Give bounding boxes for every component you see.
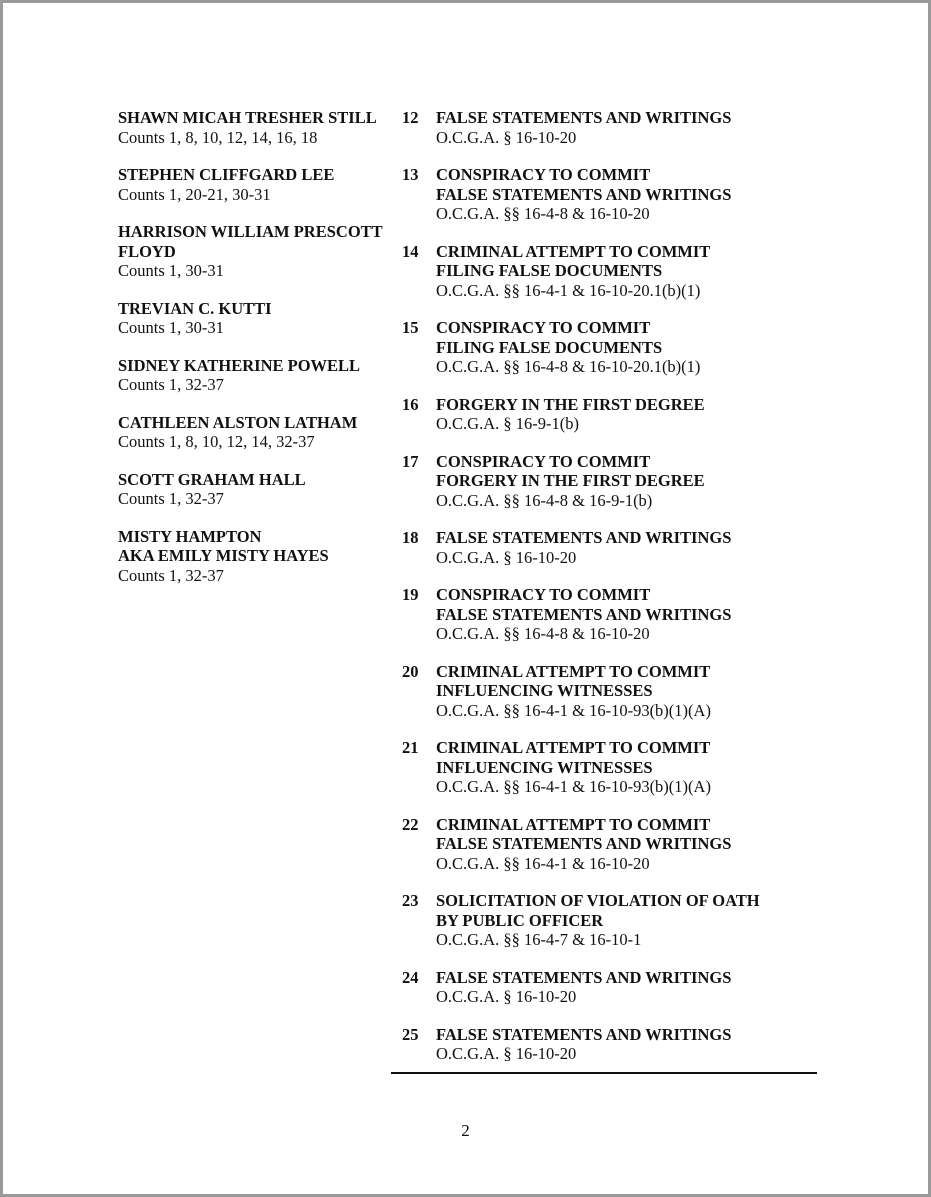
count-number: 22 [402, 814, 419, 834]
count-title: FILING FALSE DOCUMENTS [436, 337, 663, 357]
count-entry [398, 395, 818, 434]
count-title: CONSPIRACY TO COMMIT [436, 451, 651, 471]
count-statute: O.C.G.A. § 16-9-1(b) [436, 414, 579, 433]
defendant-entry [118, 356, 398, 395]
count-entry [398, 815, 818, 874]
count-title: FORGERY IN THE FIRST DEGREE [436, 394, 705, 414]
count-entry [398, 165, 818, 224]
count-number: 24 [402, 967, 419, 987]
defendant-counts: Counts 1, 8, 10, 12, 14, 16, 18 [118, 127, 318, 147]
defendant-name: MISTY HAMPTON [118, 526, 262, 546]
count-title: CONSPIRACY TO COMMIT [436, 585, 651, 604]
charges-list [398, 108, 818, 1082]
count-title: CONSPIRACY TO COMMIT [436, 165, 651, 184]
defendant-entry [118, 527, 398, 586]
defendant-entry [118, 108, 398, 147]
defendant-name: FLOYD [118, 241, 176, 261]
defendant-name: STEPHEN CLIFFGARD LEE [118, 165, 335, 184]
count-title: FALSE STATEMENTS AND WRITINGS [436, 528, 732, 547]
defendant-entry [118, 165, 398, 204]
defendant-entry [118, 222, 398, 281]
count-statute: O.C.G.A. § 16-10-20 [436, 1044, 577, 1063]
defendant-counts: Counts 1, 20-21, 30-31 [118, 184, 271, 204]
defendant-counts: Counts 1, 32-37 [118, 375, 224, 394]
defendant-counts: Counts 1, 32-37 [118, 489, 224, 508]
defendant-name: SIDNEY KATHERINE POWELL [118, 355, 361, 375]
count-title: FALSE STATEMENTS AND WRITINGS [436, 184, 732, 204]
count-statute: O.C.G.A. § 16-10-20 [436, 127, 577, 147]
count-statute: O.C.G.A. §§ 16-4-8 & 16-10-20.1(b)(1) [436, 357, 701, 376]
count-number: 17 [402, 451, 419, 471]
count-title: FALSE STATEMENTS AND WRITINGS [436, 967, 732, 987]
count-title: FALSE STATEMENTS AND WRITINGS [436, 834, 732, 853]
count-statute: O.C.G.A. §§ 16-4-1 & 16-10-93(b)(1)(A) [436, 700, 711, 720]
count-statute: O.C.G.A. §§ 16-4-8 & 16-9-1(b) [436, 490, 653, 510]
count-number: 25 [402, 1024, 419, 1044]
count-number: 19 [402, 585, 419, 604]
count-entry [398, 452, 818, 511]
count-title: FALSE STATEMENTS AND WRITINGS [436, 604, 732, 624]
defendant-name: AKA EMILY MISTY HAYES [118, 546, 329, 565]
count-number: 20 [402, 661, 419, 681]
count-entry [398, 662, 818, 721]
count-number: 16 [402, 394, 419, 414]
count-statute: O.C.G.A. § 16-10-20 [436, 547, 577, 567]
count-entry [398, 738, 818, 797]
defendant-counts: Counts 1, 30-31 [118, 261, 224, 280]
count-title: SOLICITATION OF VIOLATION OF OATH [436, 891, 760, 910]
count-number: 13 [402, 165, 419, 184]
count-title: BY PUBLIC OFFICER [436, 910, 604, 930]
count-statute: O.C.G.A. §§ 16-4-1 & 16-10-20.1(b)(1) [436, 280, 701, 300]
count-title: INFLUENCING WITNESSES [436, 757, 653, 777]
count-title: FALSE STATEMENTS AND WRITINGS [436, 108, 732, 127]
count-statute: O.C.G.A. §§ 16-4-7 & 16-10-1 [436, 930, 642, 949]
count-statute: O.C.G.A. §§ 16-4-1 & 16-10-20 [436, 853, 650, 873]
defendant-counts: Counts 1, 32-37 [118, 565, 224, 585]
count-entry [398, 585, 818, 644]
count-statute: O.C.G.A. § 16-10-20 [436, 987, 577, 1006]
defendant-counts: Counts 1, 8, 10, 12, 14, 32-37 [118, 432, 315, 451]
count-title: INFLUENCING WITNESSES [436, 681, 653, 700]
count-entry [398, 968, 818, 1007]
count-entry [398, 108, 818, 147]
count-entry [398, 528, 818, 567]
count-statute: O.C.G.A. §§ 16-4-8 & 16-10-20 [436, 624, 650, 643]
count-statute: O.C.G.A. §§ 16-4-8 & 16-10-20 [436, 204, 650, 223]
defendants-list [118, 108, 398, 603]
defendant-name: SCOTT GRAHAM HALL [118, 469, 306, 489]
defendant-name: HARRISON WILLIAM PRESCOTT [118, 222, 383, 241]
defendant-name: CATHLEEN ALSTON LATHAM [118, 412, 358, 432]
section-divider-line [391, 1072, 817, 1074]
count-title: CRIMINAL ATTEMPT TO COMMIT [436, 661, 711, 681]
count-title: CRIMINAL ATTEMPT TO COMMIT [436, 814, 711, 834]
count-title: FILING FALSE DOCUMENTS [436, 261, 663, 280]
count-number: 12 [402, 108, 419, 127]
defendant-entry [118, 413, 398, 452]
count-entry [398, 318, 818, 377]
count-entry [398, 1025, 818, 1064]
count-entry [398, 891, 818, 950]
count-title: FALSE STATEMENTS AND WRITINGS [436, 1024, 732, 1044]
count-entry [398, 242, 818, 301]
page-number: 2 [461, 1121, 470, 1140]
count-number: 21 [402, 738, 419, 757]
count-title: CRIMINAL ATTEMPT TO COMMIT [436, 738, 711, 757]
count-number: 23 [402, 891, 419, 910]
defendant-name: SHAWN MICAH TRESHER STILL [118, 108, 377, 127]
count-title: CONSPIRACY TO COMMIT [436, 318, 651, 337]
count-title: CRIMINAL ATTEMPT TO COMMIT [436, 241, 711, 261]
count-title: FORGERY IN THE FIRST DEGREE [436, 471, 705, 490]
defendant-counts: Counts 1, 30-31 [118, 318, 224, 337]
defendant-entry [118, 470, 398, 509]
count-number: 14 [402, 241, 419, 261]
count-statute: O.C.G.A. §§ 16-4-1 & 16-10-93(b)(1)(A) [436, 777, 711, 796]
count-number: 18 [402, 528, 419, 547]
defendant-name: TREVIAN C. KUTTI [118, 298, 272, 318]
defendant-entry [118, 299, 398, 338]
count-number: 15 [402, 318, 419, 337]
